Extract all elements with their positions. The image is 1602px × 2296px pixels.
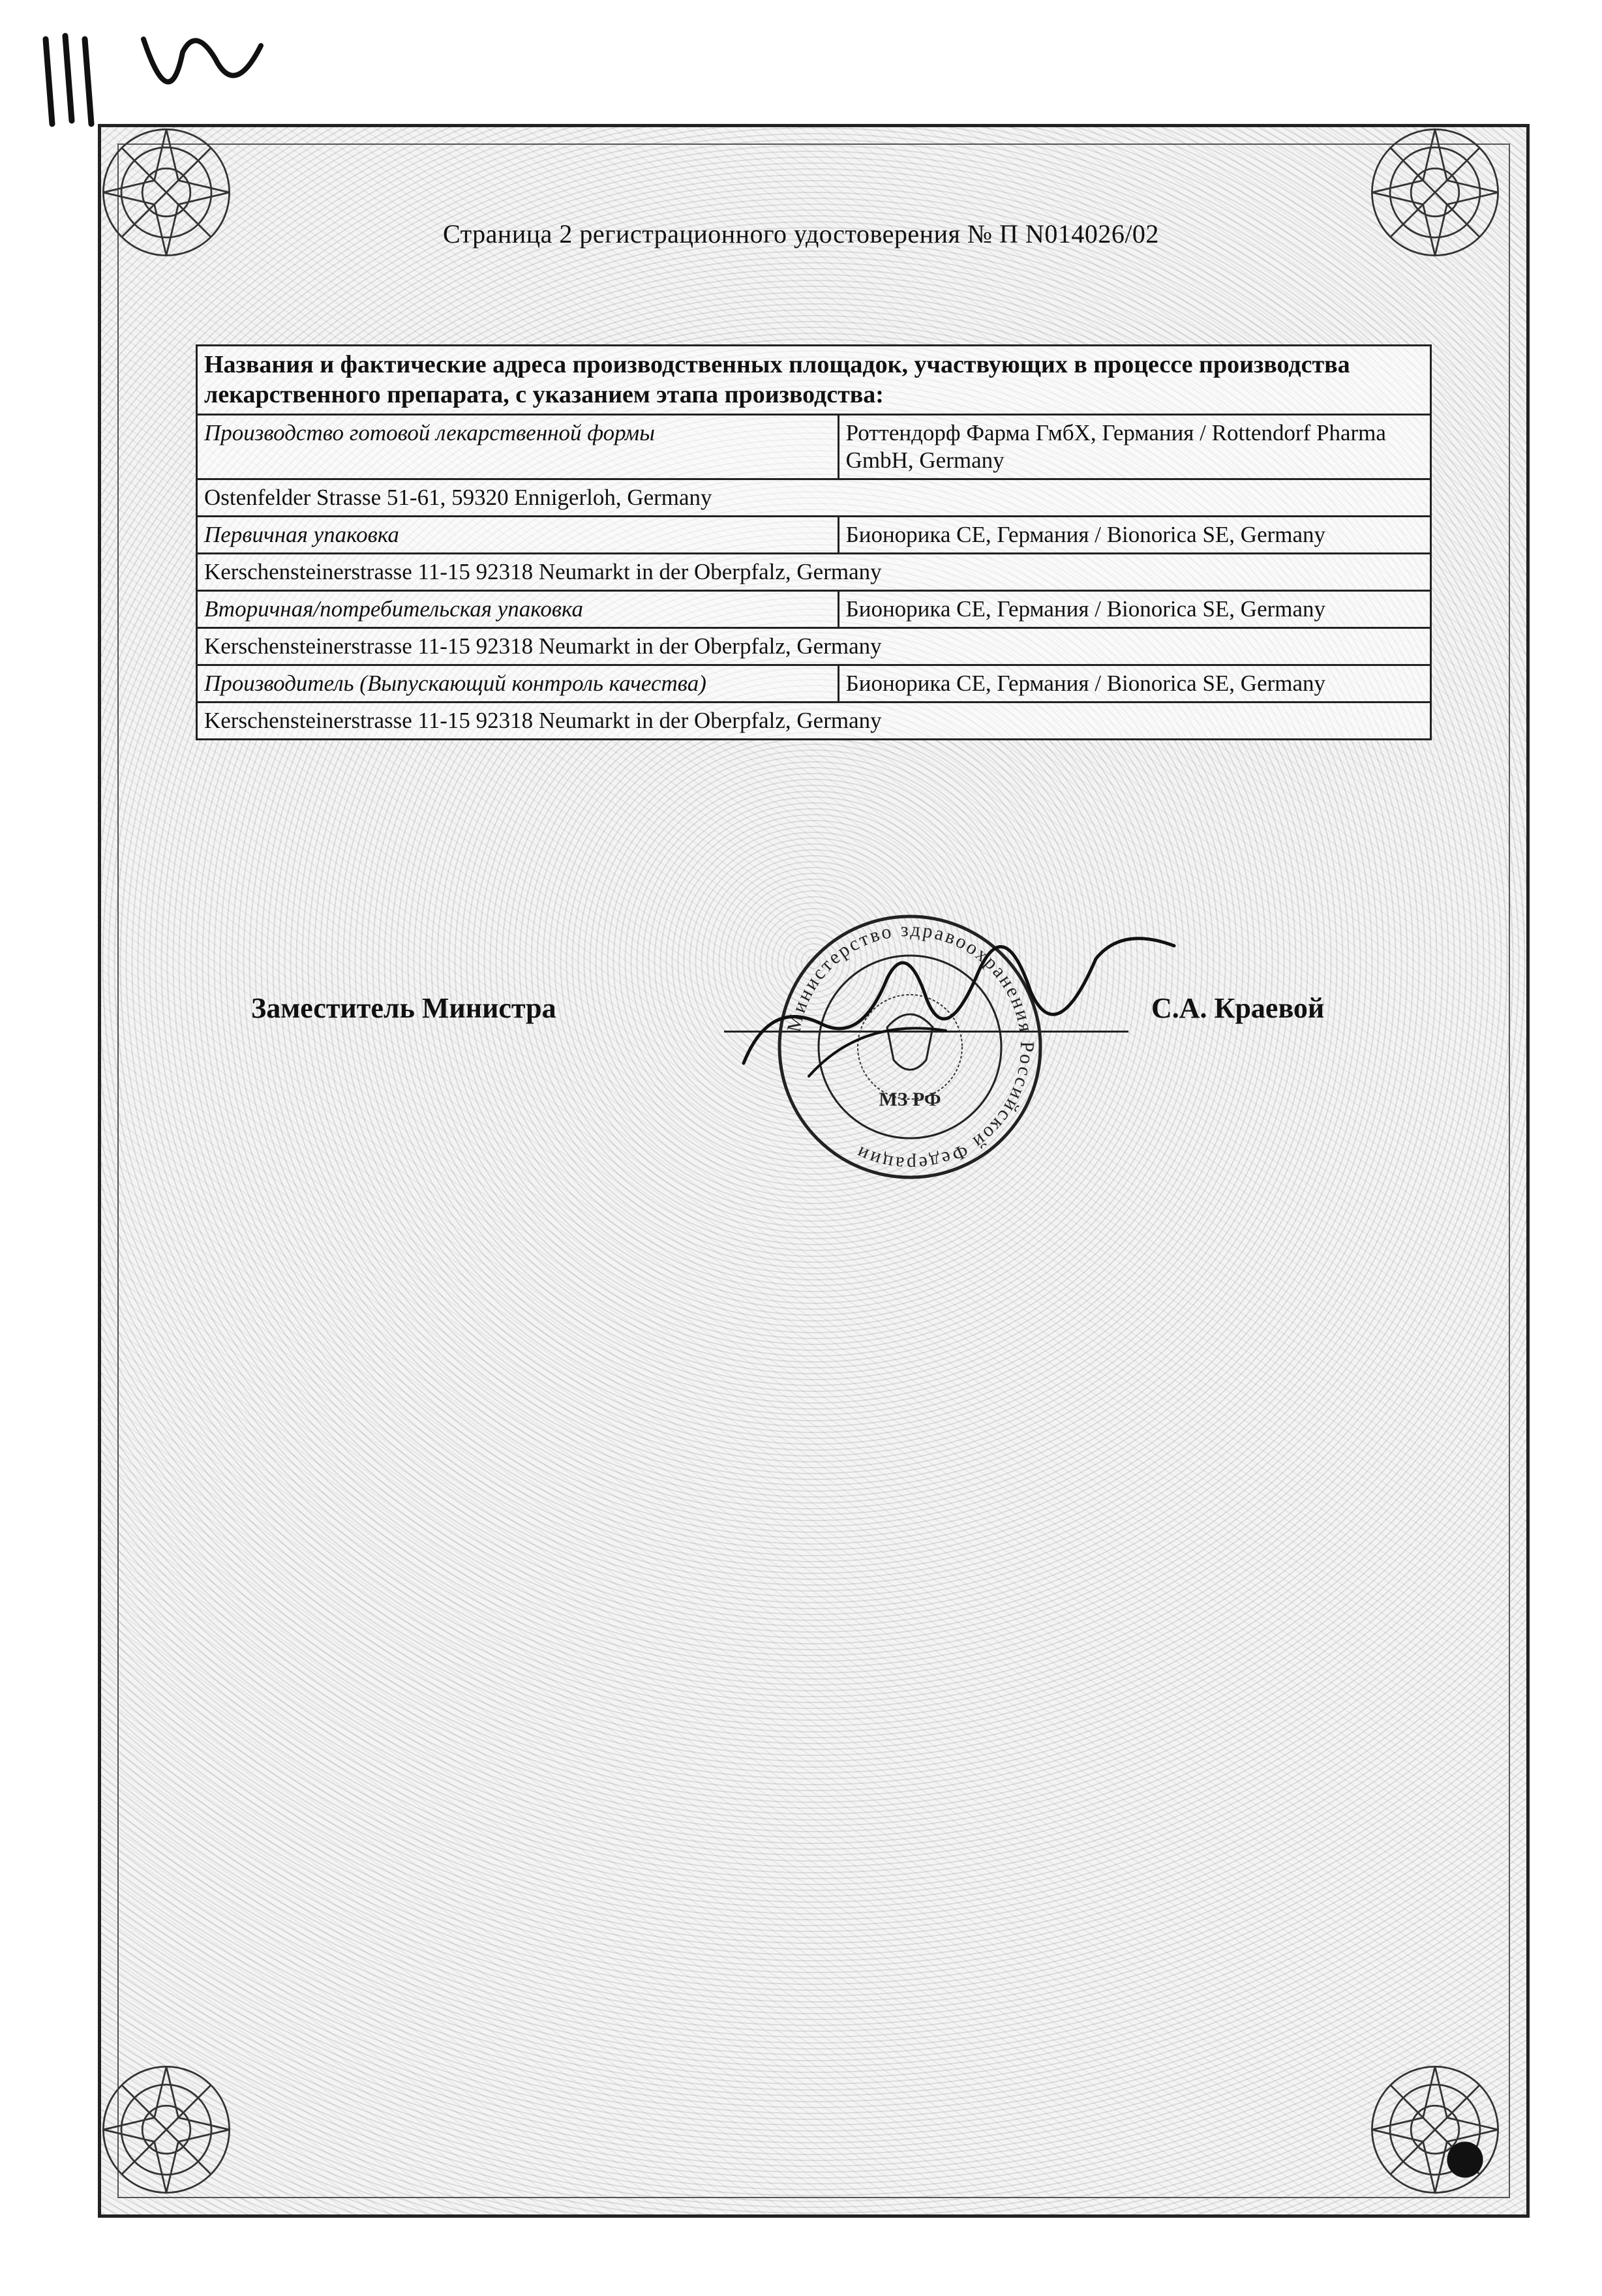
- stage-cell: Вторичная/потребительская упаковка: [197, 591, 839, 628]
- production-sites-table: [196, 344, 1432, 740]
- table-row: [197, 415, 1431, 479]
- table-row: [197, 628, 1431, 665]
- table-heading: Названия и фактические адреса производственных площадок, участвующих в процессе производства лекарственного препарата, с указанием этапа производства:: [197, 346, 1431, 415]
- page-header: Страница 2 регистрационного удостоверения № П N014026/02: [443, 219, 1159, 249]
- address-cell: Kerschensteinerstrasse 11-15 92318 Neumarkt in der Oberpfalz, Germany: [197, 702, 1431, 740]
- seal-center-text: МЗ РФ: [879, 1089, 941, 1110]
- table-heading-row: [197, 346, 1431, 415]
- stage-cell: Производитель (Выпускающий контроль качества): [197, 665, 839, 702]
- table-row: [197, 479, 1431, 517]
- rosette-icon: [1360, 2055, 1510, 2205]
- table-row: [197, 554, 1431, 591]
- table-row: [197, 591, 1431, 628]
- stage-cell: Производство готовой лекарственной формы: [197, 415, 839, 479]
- seal-ring-text: Министерство здравоохранения Российской Федерации: [783, 918, 1038, 1175]
- address-cell: Ostenfelder Strasse 51-61, 59320 Ennigerloh, Germany: [197, 479, 1431, 517]
- organization-cell: Бионорика СЕ, Германия / Bionorica SE, Germany: [838, 665, 1430, 702]
- address-cell: Kerschensteinerstrasse 11-15 92318 Neumarkt in der Oberpfalz, Germany: [197, 554, 1431, 591]
- table-row: [197, 517, 1431, 554]
- address-cell: Kerschensteinerstrasse 11-15 92318 Neumarkt in der Oberpfalz, Germany: [197, 628, 1431, 665]
- signatory-name: С.А. Краевой: [1151, 992, 1325, 1024]
- stage-cell: Первичная упаковка: [197, 517, 839, 554]
- signatory-title: Заместитель Министра: [251, 992, 556, 1024]
- table-row: [197, 665, 1431, 702]
- rosette-icon: [91, 2055, 241, 2205]
- organization-cell: Бионорика СЕ, Германия / Bionorica SE, Germany: [838, 517, 1430, 554]
- organization-cell: Роттендорф Фарма ГмбХ, Германия / Rottendorf Pharma GmbH, Germany: [838, 415, 1430, 479]
- table-row: [197, 702, 1431, 740]
- signature-icon: [731, 920, 1187, 1089]
- organization-cell: Бионорика СЕ, Германия / Bionorica SE, Germany: [838, 591, 1430, 628]
